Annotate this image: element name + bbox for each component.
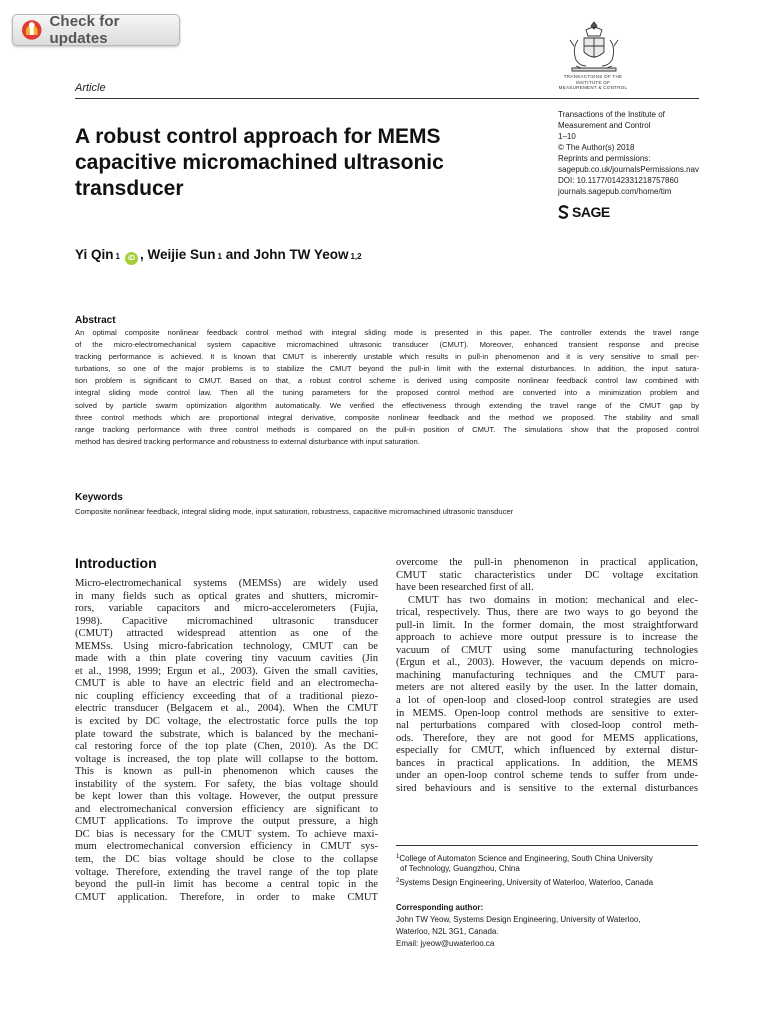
affiliation-2 xyxy=(396,876,698,888)
affiliation-1-cont: of Technology, Guangzhou, China xyxy=(400,864,520,873)
intro-right-column xyxy=(396,557,698,795)
keywords-heading: Keywords xyxy=(75,492,123,503)
header-rule xyxy=(75,98,699,99)
body-line: is excited by DC voltage, the electrostatic force pulls the top xyxy=(75,716,378,728)
author-name[interactable]: , Weijie Sun xyxy=(139,247,216,262)
body-line: a lot of open-loop and closed-loop control strategies are used xyxy=(396,695,698,707)
abstract-line: of the micro-electromechanical system capacitive micromachined ultrasonic transducer (CMUT). Moreover, enhanced transient response and precise xyxy=(75,340,699,350)
affiliation-sup: 1 xyxy=(115,252,120,261)
body-line: DC bias is necessary for the CMUT system. To achieve maxi- xyxy=(75,828,378,840)
corresponding-author-line: John TW Yeow, Systems Design Engineering, University of Waterloo, xyxy=(396,915,641,924)
sage-logo xyxy=(558,204,610,220)
body-line: nal perturbations compared with closed-loop control meth- xyxy=(396,720,698,732)
body-line: voltage is increased, the top plate will collapse to the bottom. xyxy=(75,753,378,765)
abstract-line: method has desired tracking performance and robustness to external disturbance with input saturation. xyxy=(75,436,420,446)
orcid-icon[interactable]: iD xyxy=(125,252,138,265)
body-line: meters are not altered easily by the user. In the latter domain, xyxy=(396,682,698,694)
journal-url[interactable]: journals.sagepub.com/home/tim xyxy=(558,187,672,196)
abstract-body xyxy=(75,327,699,448)
affiliation-text: Systems Design Engineering, University of Waterloo, Waterloo, Canada xyxy=(399,878,654,887)
check-for-updates-label: Check for updates xyxy=(49,13,120,47)
body-line: made with a thin plate covering tiny vacuum cavities (Jin xyxy=(75,653,378,665)
body-line: et al., 1998, 1999; Ergun et al., 2003). Given the small cavities, xyxy=(75,665,378,677)
keywords-text: Composite nonlinear feedback, integral sliding mode, input saturation, robustness, capacitive micromachined ultrasonic transducer xyxy=(75,507,514,516)
corresponding-author-email[interactable]: Email: jyeow@uwaterloo.ca xyxy=(396,939,495,948)
body-line: ods. Therefore, they are not good for MEMS applications, xyxy=(396,732,698,744)
body-line: mum electromechanical conversion efficiency in CMUT sys- xyxy=(75,841,378,853)
affiliation-text: College of Automaton Science and Engineering, South China University xyxy=(399,854,653,863)
body-line: vacuum of CMUT using some manufacturing technologies xyxy=(396,644,698,656)
introduction-heading: Introduction xyxy=(75,555,157,571)
title-line: capacitive micromachined ultrasonic xyxy=(75,151,444,174)
body-line: trical, respectively. Thus, there are two ways to go beyond the xyxy=(396,607,698,619)
body-line: This is known as pull-in phenomenon which causes the xyxy=(75,766,378,778)
body-line: Micro-electromechanical systems (MEMSs) are widely used xyxy=(75,578,378,589)
body-line: MEMSs. Using micro-fabrication technology, CMUT can be xyxy=(75,640,378,652)
journal-info-line: Transactions of the Institute of xyxy=(558,110,665,119)
affiliation-sup: 1 xyxy=(217,252,222,261)
body-line: CMUT applications. To improve the output pressure, a high xyxy=(75,816,378,828)
check-for-updates-icon xyxy=(21,19,43,41)
corresponding-author-heading: Corresponding author: xyxy=(396,903,484,912)
abstract-line: range tracking performance with three control methods is compared on the pull-in position of CMUT. The simulations show that the proposed control xyxy=(75,424,699,434)
body-line: tem, the DC bias voltage should be close to the collapse xyxy=(75,854,378,866)
body-line: CMUT application. Therefore, in order to make CMUT xyxy=(75,891,378,903)
article-type-label: Article xyxy=(75,82,106,94)
journal-info-line[interactable]: sagepub.co.uk/journalsPermissions.nav xyxy=(558,165,699,174)
body-line: rors, variable capacitors and micro-accelerometers (Fujia, xyxy=(75,603,378,615)
footnote-rule xyxy=(396,845,698,846)
journal-crest-icon xyxy=(560,18,628,74)
body-line: plate toward the substrate, which is balanced by the mechani- xyxy=(75,728,378,740)
journal-info-line: Measurement and Control xyxy=(558,121,651,130)
journal-info-line: Reprints and permissions: xyxy=(558,154,651,163)
check-for-updates-button[interactable] xyxy=(12,14,180,46)
title-line: transducer xyxy=(75,177,184,200)
sage-logo-text: SAGE xyxy=(572,204,610,220)
journal-info-line: 1–10 xyxy=(558,132,576,141)
body-line: instability of the system. For safety, the bias voltage should xyxy=(75,778,378,790)
abstract-heading: Abstract xyxy=(75,315,116,326)
body-line: have been researched first of all. xyxy=(396,582,534,594)
author-name[interactable]: Yi Qin xyxy=(75,247,114,262)
title-line: A robust control approach for MEMS xyxy=(75,125,441,148)
affiliation-sup: 2 xyxy=(396,878,400,884)
body-line: 1998). Capacitive micromachined ultrasonic transducer xyxy=(75,615,378,627)
abstract-line: turbations, so one of the major problems is to stabilize the CMUT beyond the pull-in limit with the external disturbances. In addition, the input satura- xyxy=(75,364,699,374)
crest-caption-line: MEASUREMENT & CONTROL xyxy=(558,85,628,90)
abstract-line: tion problem is significant to CMUT. Based on that, a robust control scheme is derived using composite nonlinear feedback control law combined with xyxy=(75,376,699,386)
paper-title xyxy=(75,124,545,202)
body-line: (Ergun et al., 2003). However, the vacuum depends on micro- xyxy=(396,657,698,669)
body-line: electric transducer (Belgacem et al., 2004). When the CMUT xyxy=(75,703,378,715)
author-name[interactable]: and John TW Yeow xyxy=(221,247,349,262)
abstract-line: An optimal composite nonlinear feedback control method with integral sliding mode is presented in this paper. The controller extends the travel range xyxy=(75,328,699,337)
body-line: beyond the pull-in limit has become a central topic in the xyxy=(75,879,378,891)
intro-left-column xyxy=(75,578,378,904)
body-line: in MEMS. Open-loop control methods are sensitive to exter- xyxy=(396,707,698,719)
body-line: in many fields such as optical grates and shutters, micromir- xyxy=(75,590,378,602)
author-list xyxy=(75,247,362,264)
journal-doi[interactable]: DOI: 10.1177/0142331218757860 xyxy=(558,176,679,185)
affiliation-sup: 1,2 xyxy=(350,252,362,261)
crest-caption xyxy=(548,74,638,91)
body-line: overcome the pull-in phenomenon in practical application, xyxy=(396,557,698,568)
body-line: approach to achieve more output pressure is to increase the xyxy=(396,632,698,644)
body-line: especially for CMUT, which influenced by external distur- xyxy=(396,745,698,757)
abstract-line: integral sliding mode control law. Then all the tuning parameters for the proposed control method are converted into a minimization problem and xyxy=(75,388,699,398)
body-line: and electromechanical conversion efficiency are significant to xyxy=(75,803,378,815)
body-line: be kept lower than this voltage. However, the output pressure xyxy=(75,791,378,803)
affiliation-sup: 1 xyxy=(396,854,400,860)
body-line: pull-in limit. In the former domain, the most straightforward xyxy=(396,619,698,631)
body-line: CMUT static characteristics under DC voltage excitation xyxy=(396,569,698,581)
abstract-line: tracking performance is achieved. It is known that CMUT is inherently unstable which results in pull-in phenomenon and it is very sensitive to small per- xyxy=(75,352,699,362)
body-line: (CMUT) attracted widespread attention as one of the xyxy=(75,628,378,640)
body-line: cal restoring force of the top plate (Chen, 2010). As the DC xyxy=(75,741,378,753)
body-line: sired behaviours and is sensitive to the external disturbances xyxy=(396,782,698,794)
corresponding-author-line: Waterloo, N2L 3G1, Canada. xyxy=(396,927,499,936)
body-line: voltage. Therefore, extending the travel range of the top plate xyxy=(75,866,378,878)
body-line: bances in practical applications. In addition, the MEMS xyxy=(396,757,698,769)
sage-s-icon xyxy=(558,205,570,219)
crest-caption-line: TRANSACTIONS OF THE xyxy=(563,74,623,79)
body-line: CMUT is able to have an electric field and an electromecha- xyxy=(75,678,378,690)
body-line: under an open-loop control scheme tends to suffer from unde- xyxy=(396,770,698,782)
body-line: CMUT has two domains in motion: mechanical and elec- xyxy=(408,594,698,606)
crest-caption-line: INSTITUTE OF xyxy=(575,79,611,85)
journal-info-line: © The Author(s) 2018 xyxy=(558,143,635,152)
abstract-line: solved by particle swarm optimization algorithm automatically. We verified the effectiveness through extending the travel range of the CMUT gap by xyxy=(75,400,699,410)
body-line: machining manufacturing techniques and the CMUT para- xyxy=(396,669,698,681)
body-line: nic coupling efficiency exceeding that of a traditional piezo- xyxy=(75,690,378,702)
abstract-line: three control methods which are proportional integral derivative, composite nonlinear feedback and the method we proposed. The stability and small xyxy=(75,412,699,422)
